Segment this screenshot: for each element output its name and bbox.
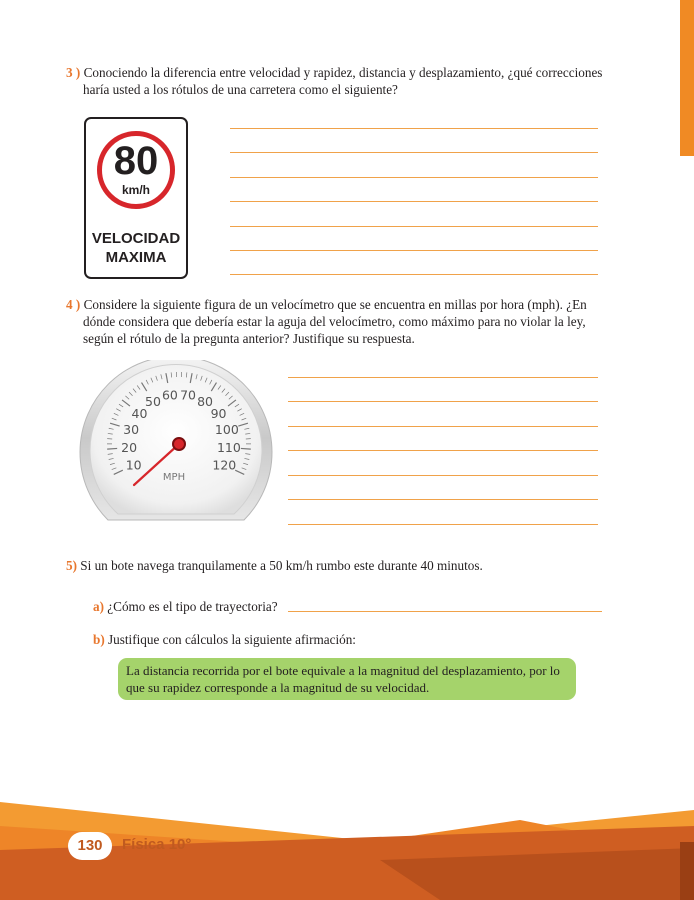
book-title: Física 10° — [122, 836, 192, 853]
question-4-line-1 — [66, 296, 626, 313]
speed-limit-value: 80 — [113, 139, 159, 183]
answer-line[interactable] — [230, 226, 598, 227]
speedometer-label-120: 120 — [212, 457, 237, 473]
part-b-text: Justifique con cálculos la siguiente afirmación: — [108, 632, 356, 647]
answer-line[interactable] — [230, 152, 598, 153]
speedometer-label-10: 10 — [125, 457, 142, 473]
speedometer-label-110: 110 — [216, 440, 241, 456]
question-4-line-3 — [66, 330, 626, 347]
question-4-text-3: según el rótulo de la pregunta anterior? Justifique su respuesta. — [83, 331, 415, 346]
answer-line[interactable] — [288, 499, 598, 500]
speedometer-label-20: 20 — [121, 440, 138, 456]
answer-line[interactable] — [288, 377, 598, 378]
question-3-line-1 — [66, 64, 626, 81]
question-4-line-2 — [66, 313, 626, 330]
part-b-label: b) — [93, 632, 105, 647]
question-3-text-2: haría usted a los rótulos de una carretera como el siguiente? — [83, 82, 398, 97]
part-a-label: a) — [93, 599, 104, 614]
question-4-number: 4 ) — [66, 297, 81, 312]
speedometer-label-100: 100 — [214, 422, 239, 438]
answer-line[interactable] — [230, 274, 598, 275]
speed-limit-label-1: VELOCIDAD — [91, 230, 181, 247]
answer-line[interactable] — [288, 450, 598, 451]
part-a-answer-line[interactable] — [288, 611, 602, 612]
question-3 — [66, 64, 626, 98]
speedometer-label-50: 50 — [145, 393, 161, 409]
speedometer-label-60: 60 — [161, 387, 178, 403]
question-5-part-b — [93, 631, 356, 648]
question-3-line-2 — [66, 81, 626, 98]
speedometer-unit: MPH — [162, 472, 186, 483]
speed-limit-sign — [84, 117, 188, 279]
statement-box — [118, 658, 576, 700]
answer-line[interactable] — [288, 524, 598, 525]
speedometer-label-90: 90 — [210, 405, 227, 421]
statement-line-2: que su rapidez corresponde a la magnitud de su velocidad. — [126, 680, 430, 695]
answer-line[interactable] — [230, 201, 598, 202]
question-5 — [66, 557, 626, 574]
answer-line[interactable] — [230, 250, 598, 251]
speed-limit-circle — [97, 131, 175, 209]
question-3-number: 3 ) — [66, 65, 81, 80]
answer-line[interactable] — [288, 475, 598, 476]
speed-limit-unit: km/h — [121, 183, 150, 197]
page-number: 130 — [68, 832, 112, 860]
question-4-text-2: dónde considera que debería estar la aguja del velocímetro, como máximo para no violar la ley, — [83, 314, 586, 329]
question-3-text-1: Conociendo la diferencia entre velocidad y rapidez, distancia y desplazamiento, ¿qué correcciones — [83, 65, 603, 80]
chapter-tab-marker — [680, 0, 694, 156]
question-5-number: 5) — [66, 558, 77, 573]
statement-line-1: La distancia recorrida por el bote equivale a la magnitud del desplazamiento, por lo — [126, 663, 560, 678]
question-4 — [66, 296, 626, 347]
speed-limit-label-2: MAXIMA — [105, 249, 167, 266]
speedometer-label-70: 70 — [180, 387, 197, 403]
speedometer-major-tick — [241, 448, 251, 449]
question-5-text: Si un bote navega tranquilamente a 50 km/h rumbo este durante 40 minutos. — [80, 558, 483, 573]
answer-line[interactable] — [230, 177, 598, 178]
part-a-text: ¿Cómo es el tipo de trayectoria? — [107, 599, 278, 614]
answer-line[interactable] — [288, 426, 598, 427]
answer-line[interactable] — [288, 401, 598, 402]
speedometer-label-30: 30 — [123, 422, 140, 438]
speedometer — [78, 360, 274, 528]
question-4-text-1: Considere la siguiente figura de un velocímetro que se encuentra en millas por hora (mph). ¿En — [83, 297, 587, 312]
speedometer-major-tick — [107, 448, 117, 449]
speedometer-hub — [173, 438, 185, 450]
question-5-part-a — [93, 598, 278, 615]
answer-line[interactable] — [230, 128, 598, 129]
speed-limit-label — [86, 229, 186, 267]
speedometer-label-80: 80 — [197, 393, 213, 409]
speedometer-label-40: 40 — [131, 405, 148, 421]
